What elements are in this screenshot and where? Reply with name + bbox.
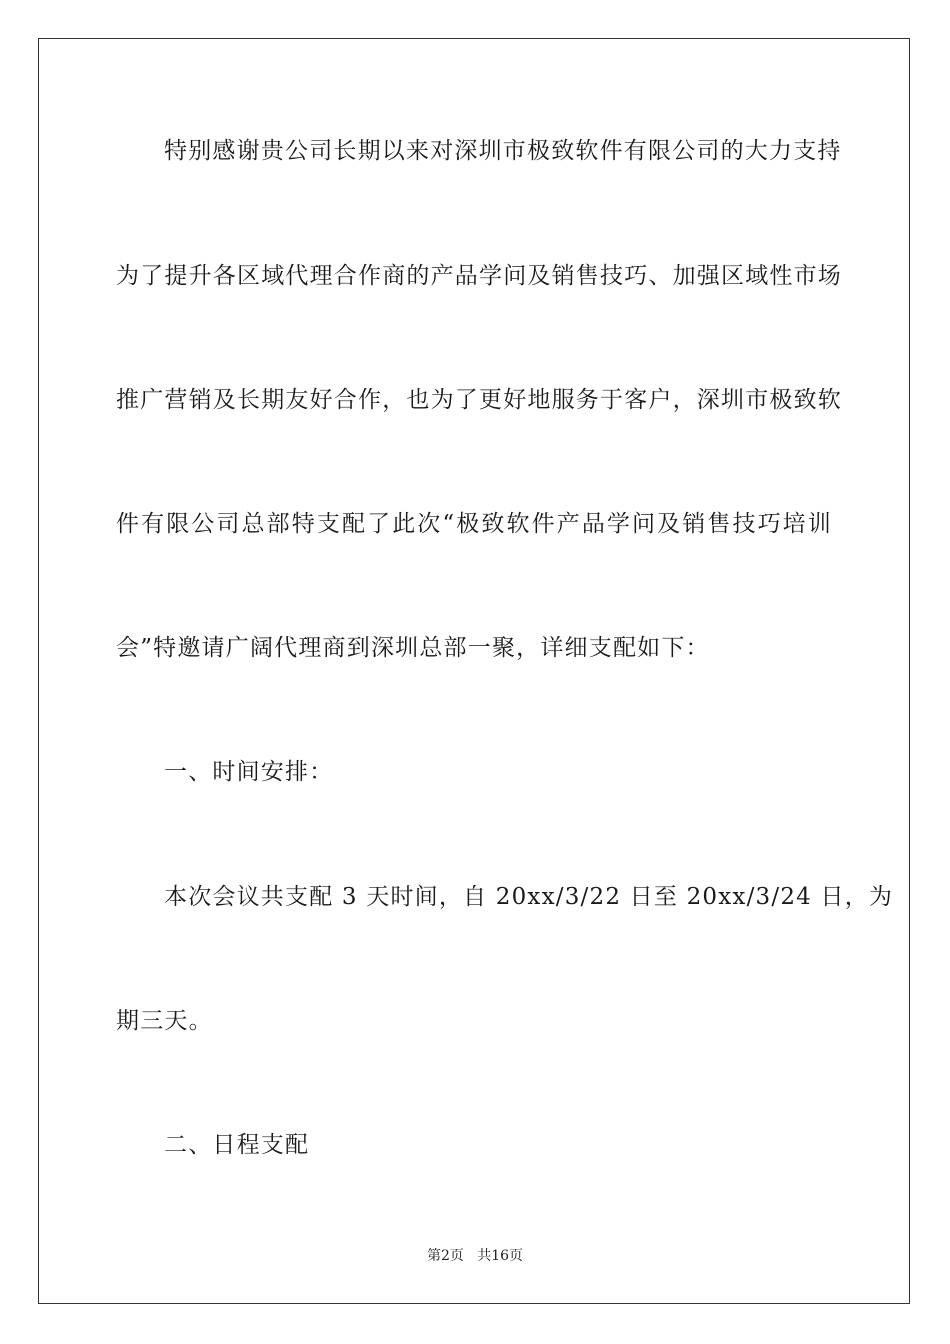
footer-total-label: 共 [477,1248,492,1264]
paragraph-line: 特别感谢贵公司长期以来对深圳市极致软件有限公司的大力支持 [164,138,842,164]
paragraph-line: 会”特邀请广阔代理商到深圳总部一聚，详细支配如下： [116,635,710,661]
section-heading-schedule: 二、日程支配 [164,1132,310,1158]
section-heading-time: 一、时间安排： [164,759,334,785]
footer-page-label: 第 [426,1248,441,1264]
footer-total-number: 16 [491,1248,510,1264]
footer-page-number: 2 [440,1248,450,1264]
paragraph-line: 期三天。 [116,1008,213,1034]
paragraph-line: 本次会议共支配 3 天时间，自 20xx/3/22 日至 20xx/3/24 日，为 [164,884,894,910]
footer-page-suffix: 页 [449,1248,464,1264]
page-frame [38,38,910,1304]
paragraph-line: 为了提升各区域代理合作商的产品学问及销售技巧、加强区域性市场 [116,263,842,289]
paragraph-line: 件有限公司总部特支配了此次“极致软件产品学问及销售技巧培训 [116,511,832,537]
footer-total-suffix: 页 [509,1248,524,1264]
page-footer [0,1247,950,1265]
paragraph-line: 推广营销及长期友好合作，也为了更好地服务于客户，深圳市极致软 [116,387,842,413]
